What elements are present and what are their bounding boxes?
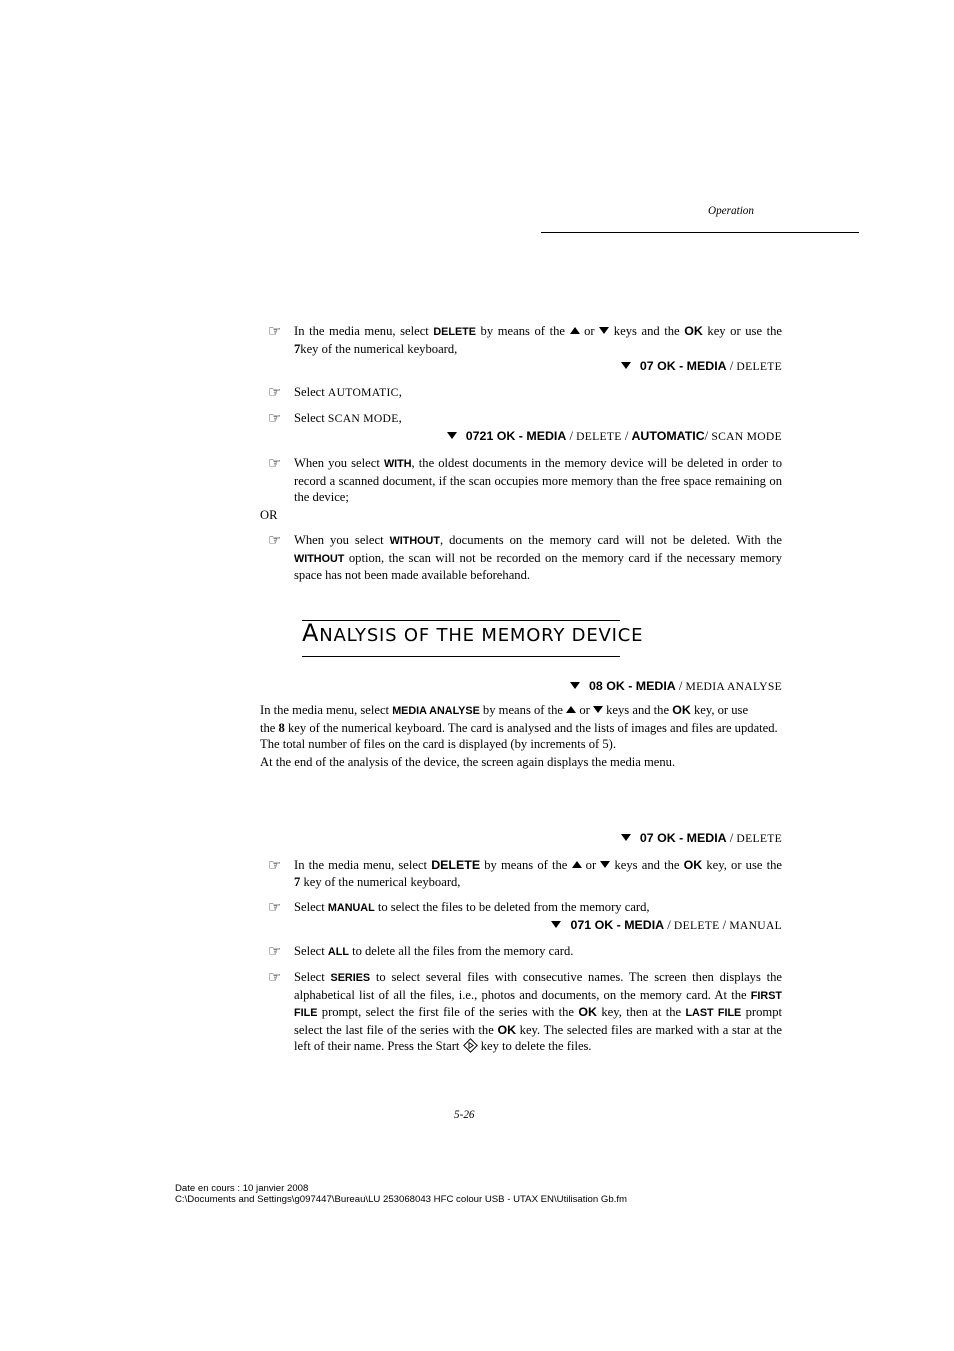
- key-number: 7: [294, 341, 301, 356]
- step-with-option: [268, 455, 782, 506]
- footer-file-path: C:\Documents and Settings\g097447\Bureau\LU 253068043 HFC colour USB - UTAX EN\Utilisation Gb.fm: [175, 1194, 628, 1205]
- text-run: /: [726, 831, 737, 845]
- step-select-automatic: [268, 384, 782, 402]
- pointing-hand-icon: [268, 323, 281, 340]
- text-run: Select: [294, 900, 328, 914]
- text-run: option, the scan will not be recorded on the memory card if the necessary memory: [344, 550, 782, 565]
- text-line: [260, 720, 782, 737]
- text-run: the: [260, 720, 279, 735]
- text-run: When you select: [294, 533, 390, 547]
- step-text: [294, 323, 782, 357]
- section-title: ANALYSIS OF THE MEMORY DEVICE: [302, 619, 644, 647]
- text-run: alphabetical list of all the files, i.e., photos and documents, on the memory card. At the: [294, 987, 751, 1002]
- pointing-hand-icon: [268, 857, 281, 874]
- text-run: key of the numerical keyboard,: [300, 341, 458, 356]
- step-text: [294, 899, 782, 917]
- text-run: ,: [398, 411, 402, 425]
- text-run: key, or use the: [702, 858, 783, 872]
- text-run: by means of the: [475, 324, 570, 338]
- text-line: [294, 857, 782, 874]
- option-name: AUTOMATIC: [327, 386, 399, 399]
- option-name: DELETE: [673, 919, 720, 932]
- step-select-delete: [268, 323, 782, 357]
- key-number: 7: [294, 874, 301, 889]
- text-run: select the last file of the series with the: [294, 1022, 498, 1037]
- text-run: keys and the: [609, 324, 685, 338]
- text-run: /: [719, 918, 730, 932]
- text-run: by means of the: [480, 858, 572, 872]
- key-label: OK: [672, 703, 691, 717]
- text-run: keys and the: [610, 858, 684, 872]
- text-run: by means of the: [479, 703, 567, 717]
- key-label: 08 OK - MEDIA: [588, 679, 676, 693]
- text-run: /: [566, 429, 577, 443]
- menu-keyword: SERIES: [330, 972, 371, 984]
- analysis-closing: [260, 754, 782, 771]
- text-run: space has not been made available beforehand.: [294, 568, 531, 583]
- text-line: [260, 702, 782, 720]
- text-run: Select: [294, 970, 331, 984]
- text-run: keys and the: [602, 703, 673, 717]
- text-run: key to delete the files.: [477, 1039, 592, 1054]
- text-run: key, then at the: [596, 1005, 686, 1020]
- text-line: [621, 830, 782, 848]
- text-line: [294, 1004, 782, 1022]
- menu-path-media-analyse: [570, 678, 782, 696]
- text-line: [260, 736, 782, 753]
- text-run: or: [576, 703, 593, 717]
- text-line: [294, 1038, 782, 1055]
- down-arrow-icon: [621, 359, 631, 373]
- text-line: [294, 943, 782, 961]
- down-arrow-icon: [551, 918, 561, 932]
- key-label: AUTOMATIC: [631, 429, 705, 443]
- step-text: [294, 384, 782, 402]
- menu-keyword: WITHOUT: [294, 552, 345, 565]
- text-run: /: [664, 918, 674, 932]
- text-line: [294, 489, 782, 506]
- step-select-delete: [268, 857, 782, 890]
- step-select-series: [268, 969, 782, 1055]
- up-arrow-icon: [572, 858, 582, 872]
- step-select-scan-mode: [268, 410, 782, 428]
- pointing-hand-icon: [268, 532, 281, 549]
- text-run: , the oldest documents in the memory device will be deleted in order to: [411, 456, 783, 470]
- key-label: OK: [684, 324, 703, 338]
- text-run: In the media menu, select: [294, 324, 434, 338]
- text-line: [294, 410, 782, 428]
- text-run: or: [579, 324, 600, 338]
- step-text: [294, 857, 782, 890]
- menu-path-delete: [621, 830, 782, 848]
- option-name: DELETE: [736, 360, 782, 373]
- down-arrow-icon: [599, 324, 609, 338]
- text-run: In the media menu, select: [260, 703, 393, 717]
- text-run: to delete all the files from the memory card.: [348, 944, 574, 958]
- step-text: [294, 532, 782, 584]
- down-arrow-icon: [621, 831, 631, 845]
- down-arrow-icon: [570, 679, 580, 693]
- text-run: The total number of files on the card is displayed (by increments of 5).: [260, 737, 617, 752]
- text-run: the device;: [294, 490, 349, 505]
- text-run: key of the numerical keyboard. The card is analysed and the lists of images and files are updated.: [284, 720, 778, 735]
- key-label: 071 OK - MEDIA: [570, 918, 665, 932]
- key-label: OK: [683, 858, 703, 872]
- key-label: 07 OK - MEDIA: [639, 359, 727, 373]
- text-line: [260, 754, 782, 771]
- menu-keyword: FIRST: [750, 989, 782, 1002]
- pointing-hand-icon: [268, 899, 281, 916]
- text-run: /: [704, 429, 712, 443]
- option-name: MANUAL: [729, 919, 782, 932]
- pointing-hand-icon: [268, 969, 281, 986]
- text-run: Select: [294, 385, 328, 399]
- page-number: 5-26: [454, 1109, 475, 1121]
- text-line: [447, 428, 782, 446]
- header-rule: [541, 232, 859, 233]
- option-name: SCAN MODE: [327, 412, 399, 425]
- menu-path-scan-mode: [447, 428, 782, 446]
- text-line: [294, 341, 782, 358]
- step-text: [294, 943, 782, 961]
- menu-keyword: LAST FILE: [685, 1007, 742, 1020]
- text-line: [294, 323, 782, 341]
- text-line: [294, 384, 782, 402]
- text-line: [621, 358, 782, 376]
- menu-keyword: WITH: [383, 458, 412, 470]
- up-arrow-icon: [570, 324, 580, 338]
- pointing-hand-icon: [268, 410, 281, 427]
- footer-date: Date en cours : 10 janvier 2008: [175, 1183, 309, 1194]
- menu-keyword: WITHOUT: [389, 535, 440, 547]
- text-run: ,: [398, 385, 402, 399]
- pointing-hand-icon: [268, 384, 281, 401]
- text-run: key, or use: [690, 703, 749, 717]
- step-text: [294, 969, 782, 1055]
- pointing-hand-icon: [268, 943, 281, 960]
- text-line: [551, 917, 782, 935]
- text-line: [294, 455, 782, 473]
- text-line: [294, 969, 782, 987]
- text-line: [294, 473, 782, 490]
- menu-path-delete: [621, 358, 782, 376]
- text-line: [294, 532, 782, 550]
- text-run: When you select: [294, 456, 384, 470]
- step-select-manual: [268, 899, 782, 917]
- text-run: to select several files with consecutive names. The screen then displays the: [370, 970, 782, 984]
- running-header: Operation: [708, 205, 754, 217]
- down-arrow-icon: [600, 858, 610, 872]
- or-separator: OR: [260, 508, 278, 522]
- text-run: , documents on the memory card will not be deleted. With the: [439, 533, 782, 547]
- text-run: or: [581, 858, 601, 872]
- menu-keyword: MEDIA ANALYSE: [392, 705, 480, 717]
- text-line: [570, 678, 782, 696]
- text-line: [294, 899, 782, 917]
- step-text: [294, 410, 782, 428]
- key-label: DELETE: [431, 858, 481, 872]
- text-line: [294, 567, 782, 584]
- start-key-icon: [463, 1039, 478, 1053]
- text-run: key or use the: [702, 324, 783, 338]
- text-run: /: [675, 679, 686, 693]
- option-name: DELETE: [736, 832, 782, 845]
- key-label: OK: [497, 1022, 517, 1037]
- pointing-hand-icon: [268, 455, 281, 472]
- menu-keyword: MANUAL: [327, 902, 375, 914]
- step-select-all: [268, 943, 782, 961]
- key-label: OK: [578, 1005, 597, 1020]
- text-run: In the media menu, select: [294, 858, 432, 872]
- text-run: to select the files to be deleted from the memory card,: [374, 900, 650, 914]
- up-arrow-icon: [566, 703, 576, 717]
- menu-keyword: ALL: [327, 946, 349, 958]
- text-line: [294, 1022, 782, 1039]
- option-name: SCAN MODE: [711, 430, 782, 443]
- down-arrow-icon: [447, 429, 457, 443]
- title-rule-bottom: [302, 656, 620, 657]
- text-run: /: [621, 429, 632, 443]
- text-run: prompt, select the first file of the series with the: [317, 1005, 579, 1020]
- text-run: At the end of the analysis of the device, the screen again displays the media menu.: [260, 755, 676, 769]
- menu-path-manual: [551, 917, 782, 935]
- text-line: [294, 987, 782, 1005]
- key-label: 0721 OK - MEDIA: [465, 429, 567, 443]
- text-run: record a scanned document, if the scan occupies more memory than the free space remaining on: [294, 473, 782, 488]
- key-label: 07 OK - MEDIA: [639, 831, 727, 845]
- text-run: left of their name. Press the Start: [294, 1039, 463, 1054]
- step-text: [294, 455, 782, 506]
- option-name: MEDIA ANALYSE: [685, 680, 782, 693]
- down-arrow-icon: [593, 703, 603, 717]
- menu-keyword: DELETE: [433, 326, 476, 338]
- text-line: [294, 550, 782, 568]
- menu-keyword: FILE: [294, 1007, 318, 1020]
- text-run: key. The selected files are marked with a star at the: [516, 1022, 782, 1037]
- text-run: Select: [294, 944, 328, 958]
- text-run: Select: [294, 411, 328, 425]
- text-run: prompt: [741, 1005, 782, 1020]
- option-name: DELETE: [576, 430, 622, 443]
- analysis-paragraph: [260, 702, 782, 753]
- text-line: [294, 874, 782, 891]
- key-number: 8: [278, 720, 285, 735]
- text-run: key of the numerical keyboard,: [300, 874, 461, 889]
- step-without-option: [268, 532, 782, 584]
- text-run: /: [726, 359, 737, 373]
